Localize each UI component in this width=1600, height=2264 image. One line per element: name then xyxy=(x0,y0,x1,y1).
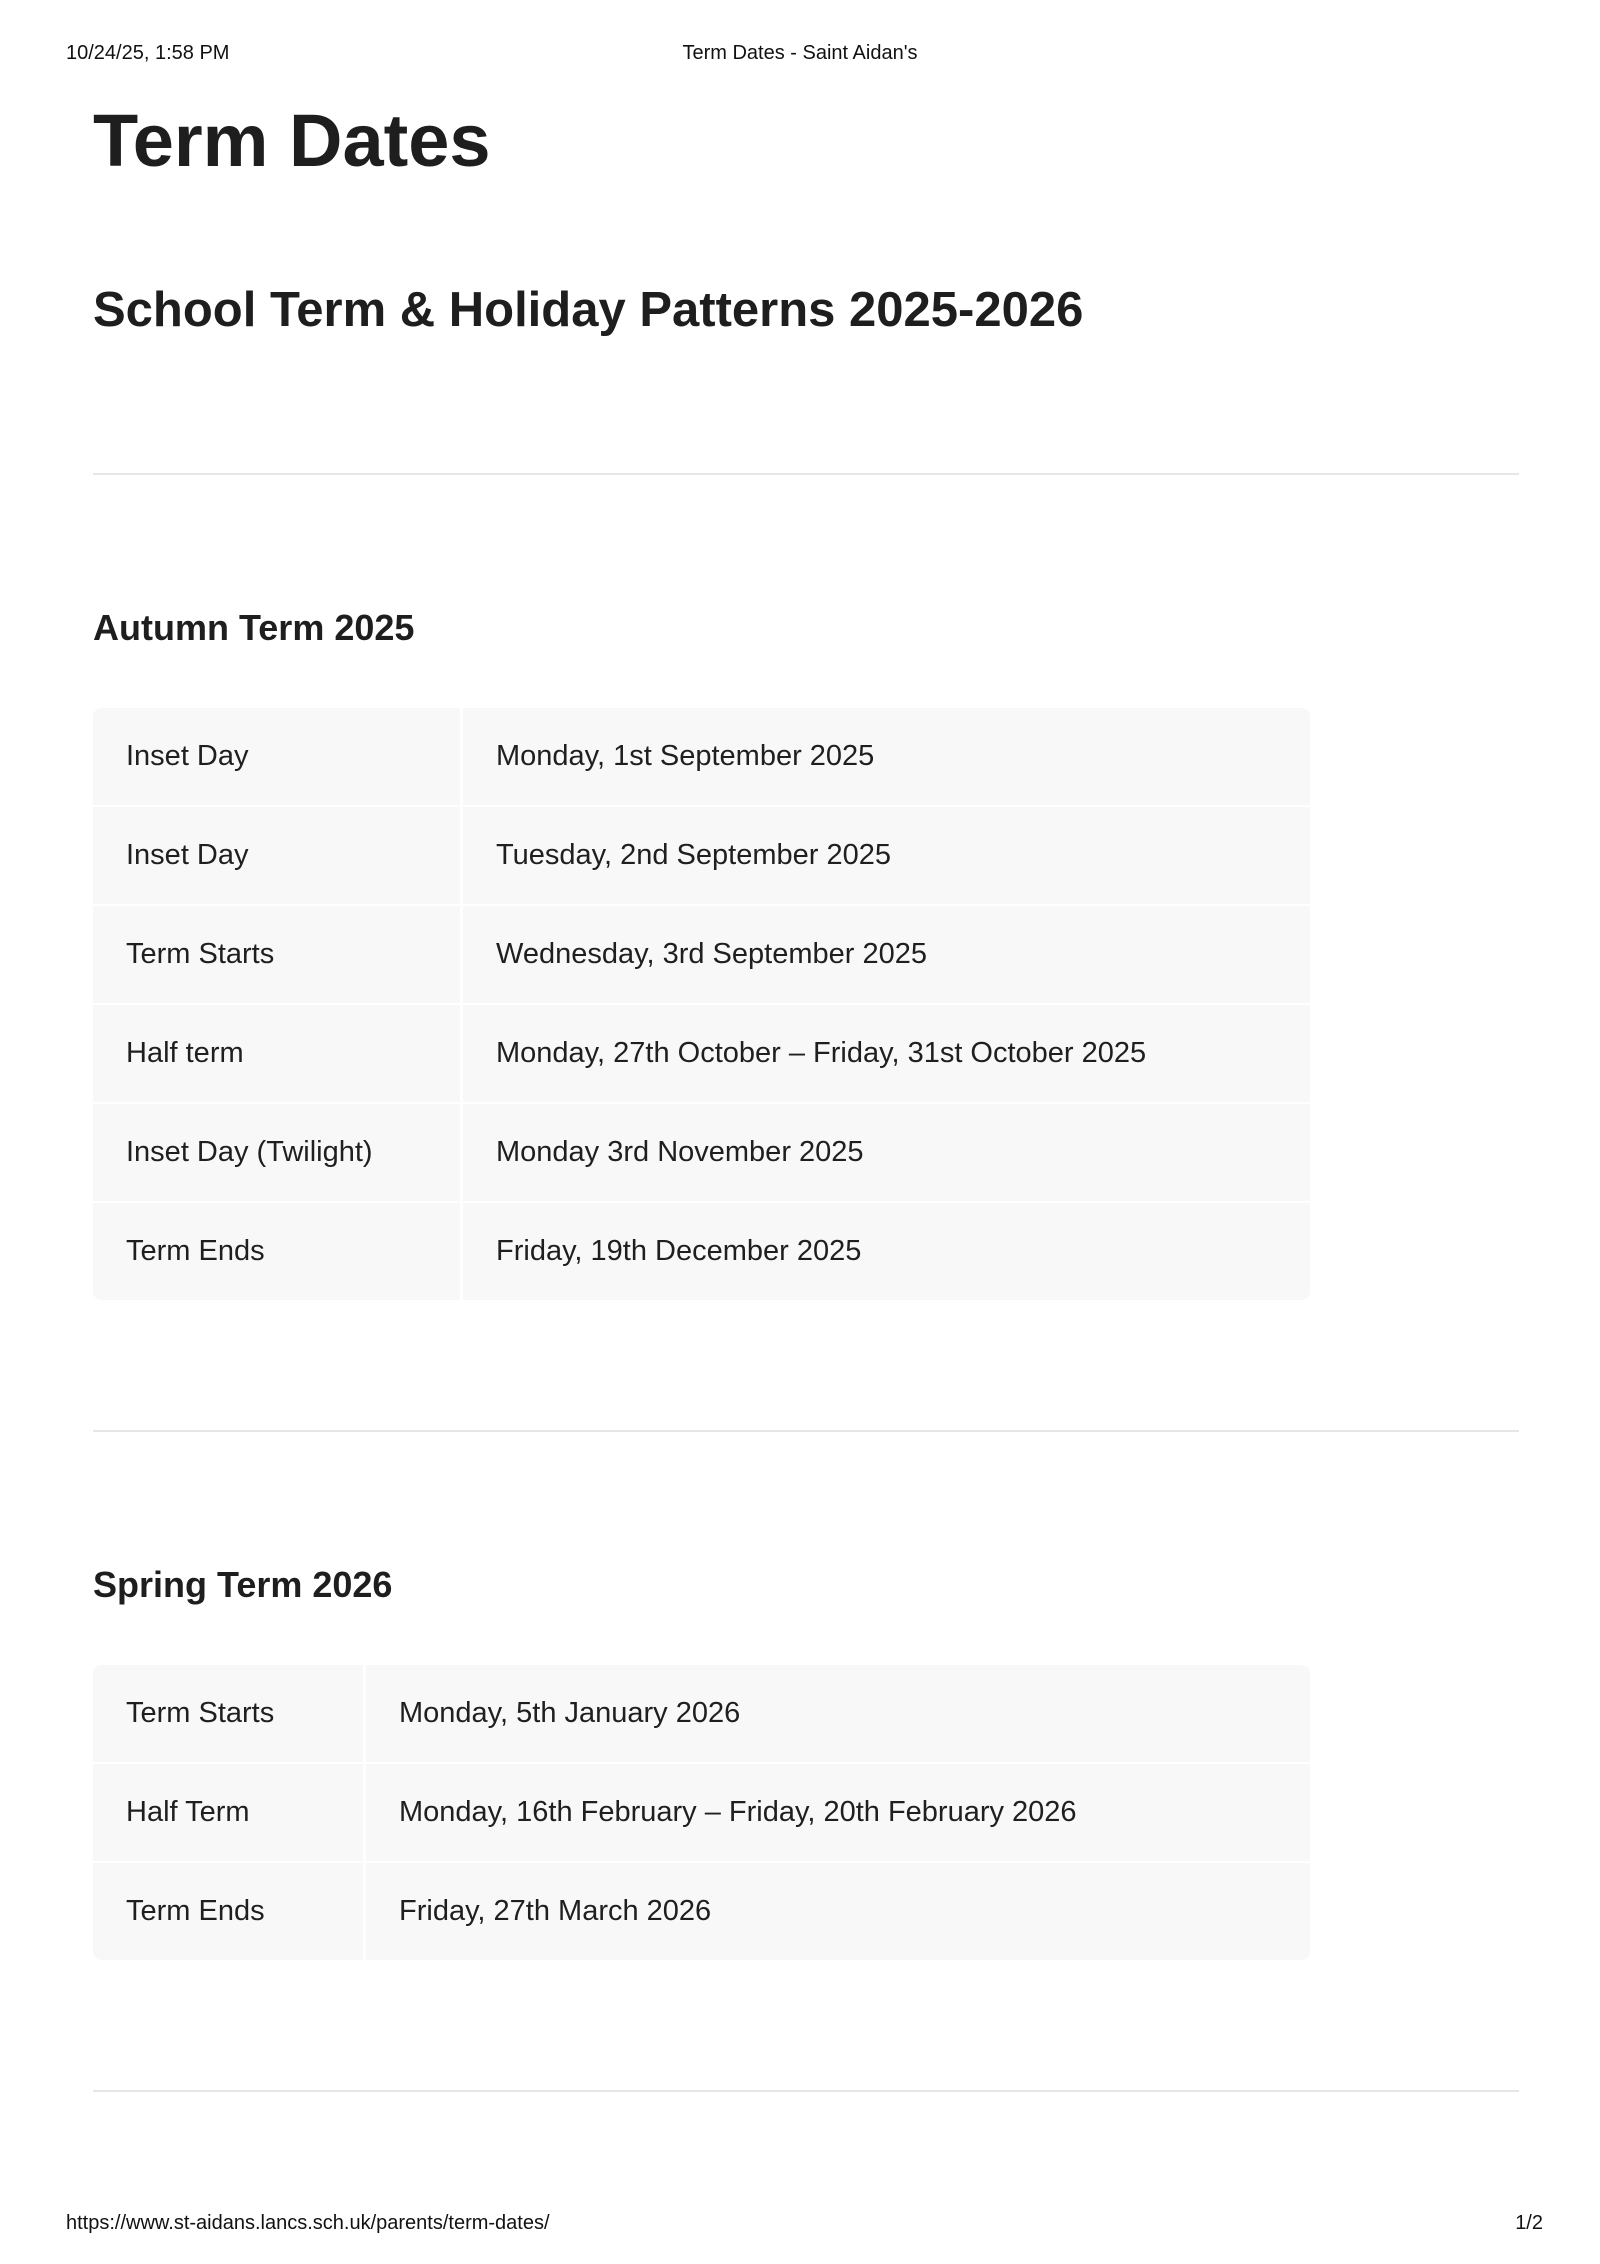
row-date: Tuesday, 2nd September 2025 xyxy=(496,839,891,871)
table-row xyxy=(93,1665,1310,1764)
table-row xyxy=(93,708,1310,807)
row-label: Term Ends xyxy=(93,1863,366,1960)
page-title: Term Dates xyxy=(93,99,491,182)
table-row xyxy=(93,1863,1310,1960)
autumn-term-heading: Autumn Term 2025 xyxy=(93,607,415,648)
divider xyxy=(93,473,1519,475)
row-date: Monday 3rd November 2025 xyxy=(496,1136,864,1168)
print-page-number: 1/2 xyxy=(1515,2212,1543,2234)
row-label: Half term xyxy=(93,1005,463,1102)
row-date: Monday, 5th January 2026 xyxy=(399,1697,741,1729)
row-label: Inset Day xyxy=(93,807,463,904)
divider xyxy=(93,2090,1519,2092)
row-label: Term Starts xyxy=(93,1665,366,1762)
row-date: Wednesday, 3rd September 2025 xyxy=(496,938,927,970)
row-date: Friday, 19th December 2025 xyxy=(496,1235,862,1267)
table-row xyxy=(93,1104,1310,1203)
row-date: Monday, 1st September 2025 xyxy=(496,740,875,772)
divider xyxy=(93,1430,1519,1432)
autumn-term-table xyxy=(93,708,1310,1300)
row-label: Term Ends xyxy=(93,1203,463,1300)
row-date: Monday, 27th October – Friday, 31st October 2025 xyxy=(496,1037,1147,1069)
table-row xyxy=(93,906,1310,1005)
table-row xyxy=(93,1203,1310,1300)
row-label: Term Starts xyxy=(93,906,463,1003)
row-label: Inset Day xyxy=(93,708,463,805)
print-page-title: Term Dates - Saint Aidan's xyxy=(682,42,918,64)
spring-term-table xyxy=(93,1665,1310,1960)
table-row xyxy=(93,1005,1310,1104)
row-date: Friday, 27th March 2026 xyxy=(399,1895,712,1927)
table-row xyxy=(93,807,1310,906)
print-url: https://www.st-aidans.lancs.sch.uk/parents/term-dates/ xyxy=(66,2212,550,2234)
row-label: Inset Day (Twilight) xyxy=(93,1104,463,1201)
spring-term-heading: Spring Term 2026 xyxy=(93,1564,393,1605)
row-label: Half Term xyxy=(93,1764,366,1861)
row-date: Monday, 16th February – Friday, 20th February 2026 xyxy=(399,1796,1077,1828)
page-subtitle: School Term & Holiday Patterns 2025-2026 xyxy=(93,283,1084,337)
print-datetime: 10/24/25, 1:58 PM xyxy=(66,42,230,64)
table-row xyxy=(93,1764,1310,1863)
